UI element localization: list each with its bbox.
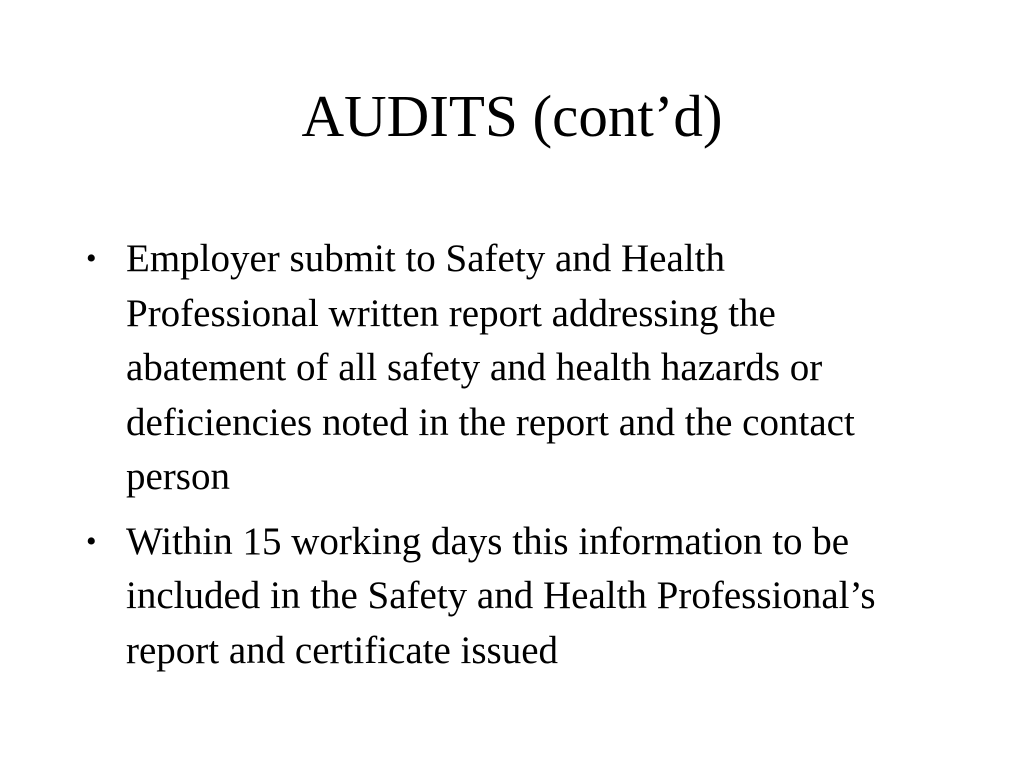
bullet-item	[82, 232, 927, 505]
bullet-marker: •	[86, 242, 97, 275]
bullet-list	[82, 232, 927, 688]
bullet-text: Within 15 working days this information to be included in the Safety and Health Professional’s report and certificate issued	[126, 519, 876, 672]
slide-title: AUDITS (cont’d)	[301, 83, 723, 149]
bullet-marker: •	[86, 524, 97, 558]
bullet-text: Employer submit to Safety and Health Professional written report addressing the abatement of all safety and health hazards or deficiencies noted in the report and the contact person	[126, 237, 855, 498]
bullet-item	[82, 515, 927, 679]
